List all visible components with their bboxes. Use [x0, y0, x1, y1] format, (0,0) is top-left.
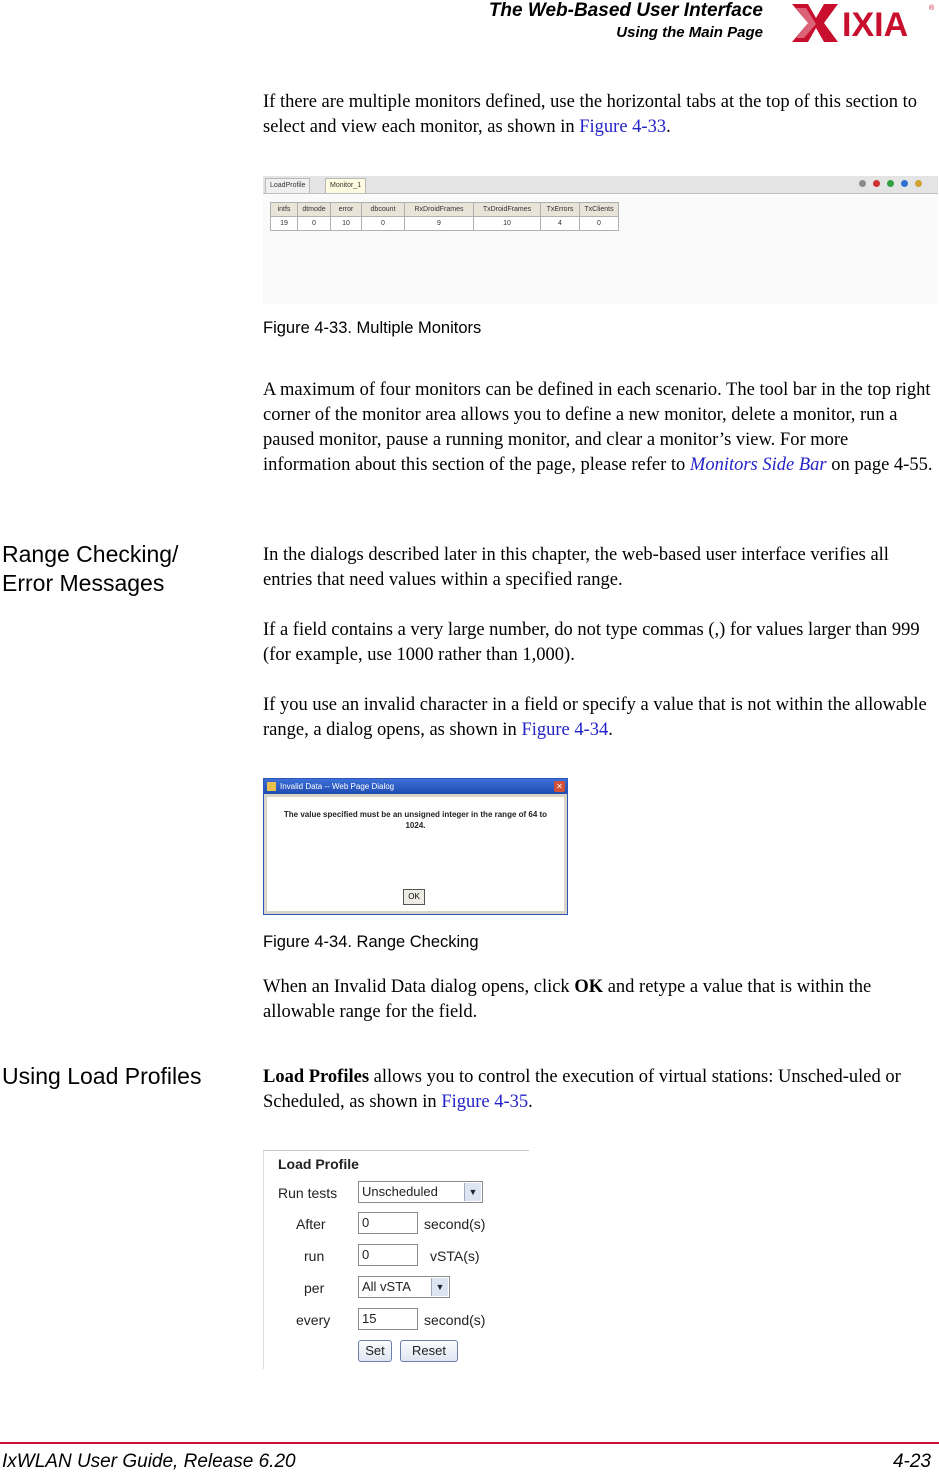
range-checking-paragraphs: [263, 543, 935, 743]
ok-button[interactable]: OK: [403, 889, 425, 905]
per-select[interactable]: All vSTA ▼: [358, 1276, 450, 1298]
load-profile-title: Load Profile: [278, 1156, 359, 1172]
run-unit: vSTA(s): [430, 1248, 480, 1264]
pause-monitor-icon[interactable]: [901, 180, 908, 187]
new-monitor-icon[interactable]: [859, 180, 866, 187]
chevron-down-icon: ▼: [431, 1278, 448, 1296]
range-paragraph-3: If you use an invalid character in a field or specify a value that is not within the allowable range, a dialog opens, as shown in Figure 4-34.: [263, 695, 927, 740]
every-label: every: [296, 1312, 331, 1328]
table-row: 19 0 10 0 9 10 4 0: [271, 217, 619, 231]
every-unit: second(s): [424, 1312, 486, 1328]
intro-paragraph: If there are multiple monitors defined, use the horizontal tabs at the top of this section to select and view each monitor, as shown in Figure 4-33.: [263, 92, 918, 137]
per-label: per: [304, 1280, 325, 1296]
run-monitor-icon[interactable]: [887, 180, 894, 187]
figure-multiple-monitors: [263, 176, 938, 304]
run-input[interactable]: 0: [358, 1244, 418, 1266]
close-icon[interactable]: ✕: [554, 781, 565, 792]
monitor-table: [270, 202, 619, 231]
dialog-app-icon: [267, 782, 276, 791]
ixia-logo-text: IXIA: [842, 6, 909, 44]
every-input[interactable]: 15: [358, 1308, 418, 1330]
clear-monitor-icon[interactable]: [915, 180, 922, 187]
dialog-title: Invalid Data -- Web Page Dialog: [280, 782, 395, 791]
ixia-logo: [786, 0, 936, 46]
figure-4-34-link[interactable]: Figure 4-34: [521, 720, 609, 740]
footer-page-number: 4-23: [892, 1451, 931, 1472]
after-unit: second(s): [424, 1216, 486, 1232]
range-checking-heading: Range Checking/ Error Messages: [2, 541, 179, 596]
dialog-body: [267, 797, 564, 911]
run-label: run: [304, 1248, 325, 1264]
figure-4-33-caption: Figure 4-33. Multiple Monitors: [263, 319, 482, 337]
figure-invalid-data-dialog: [263, 778, 568, 915]
ixia-logo-mark: [792, 4, 838, 42]
after-label: After: [296, 1216, 326, 1232]
footer-rule: [0, 1442, 939, 1444]
figure-4-34-caption: Figure 4-34. Range Checking: [263, 933, 479, 951]
monitor-table-header: intfs dtmode error dbcount RxDroidFrames TxDroidFrames TxErrors TxClients: [271, 203, 619, 217]
run-tests-select[interactable]: Unscheduled ▼: [358, 1181, 483, 1203]
monitor-tab-bar: [263, 176, 938, 194]
footer-guide-title: IxWLAN User Guide, Release 6.20: [2, 1451, 296, 1472]
range-paragraph-2: If a field contains a very large number, do not type commas (,) for values larger than 999 (for example, use 1000 rather than 1,000).: [263, 620, 920, 665]
after-input[interactable]: 0: [358, 1212, 418, 1234]
tab-monitor-1[interactable]: Monitor_1: [325, 178, 366, 193]
chevron-down-icon: ▼: [464, 1183, 481, 1201]
run-tests-label: Run tests: [278, 1185, 338, 1201]
tab-load-profile[interactable]: LoadProfile: [265, 178, 310, 193]
dialog-titlebar: [264, 779, 567, 794]
ok-bold: OK: [574, 977, 604, 997]
monitors-paragraph: A maximum of four monitors can be defined in each scenario. The tool bar in the top right corner of the monitor area allows you to define a new monitor, delete a monitor, run a paused monitor, pause a running monitor, and clear a monitor’s view. For more information about this section of the page, please refer to Monitors Side Bar on page 4-55.: [263, 380, 933, 475]
reset-button[interactable]: Reset: [400, 1340, 458, 1362]
figure-4-33-link[interactable]: Figure 4-33: [579, 117, 667, 137]
running-header-title: The Web-Based User Interface: [488, 0, 763, 21]
running-header-subtitle: Using the Main Page: [616, 24, 763, 41]
figure-load-profile: [263, 1150, 529, 1369]
load-profiles-paragraph: Load Profiles allows you to control the execution of virtual stations: Unsched-uled or Scheduled, as shown in Figure 4-35.: [263, 1067, 901, 1112]
svg-text:®: ®: [929, 5, 935, 12]
load-profiles-heading: Using Load Profiles: [2, 1063, 202, 1089]
dialog-message: The value specified must be an unsigned integer in the range of 64 to 1024.: [283, 810, 548, 830]
monitors-side-bar-link[interactable]: Monitors Side Bar: [689, 455, 827, 475]
set-button[interactable]: Set: [358, 1340, 392, 1362]
figure-4-35-link[interactable]: Figure 4-35: [441, 1092, 529, 1112]
range-paragraph-1: In the dialogs described later in this chapter, the web-based user interface verifies all entries that need values within a specified range.: [263, 545, 889, 590]
intro-text: If there are multiple monitors defined, use the horizontal tabs at the top of this section to select and view each monitor, as shown in: [263, 92, 918, 137]
delete-monitor-icon[interactable]: [873, 180, 880, 187]
invalid-data-paragraph: When an Invalid Data dialog opens, click OK and retype a value that is within the allowable range for the field.: [263, 977, 872, 1022]
